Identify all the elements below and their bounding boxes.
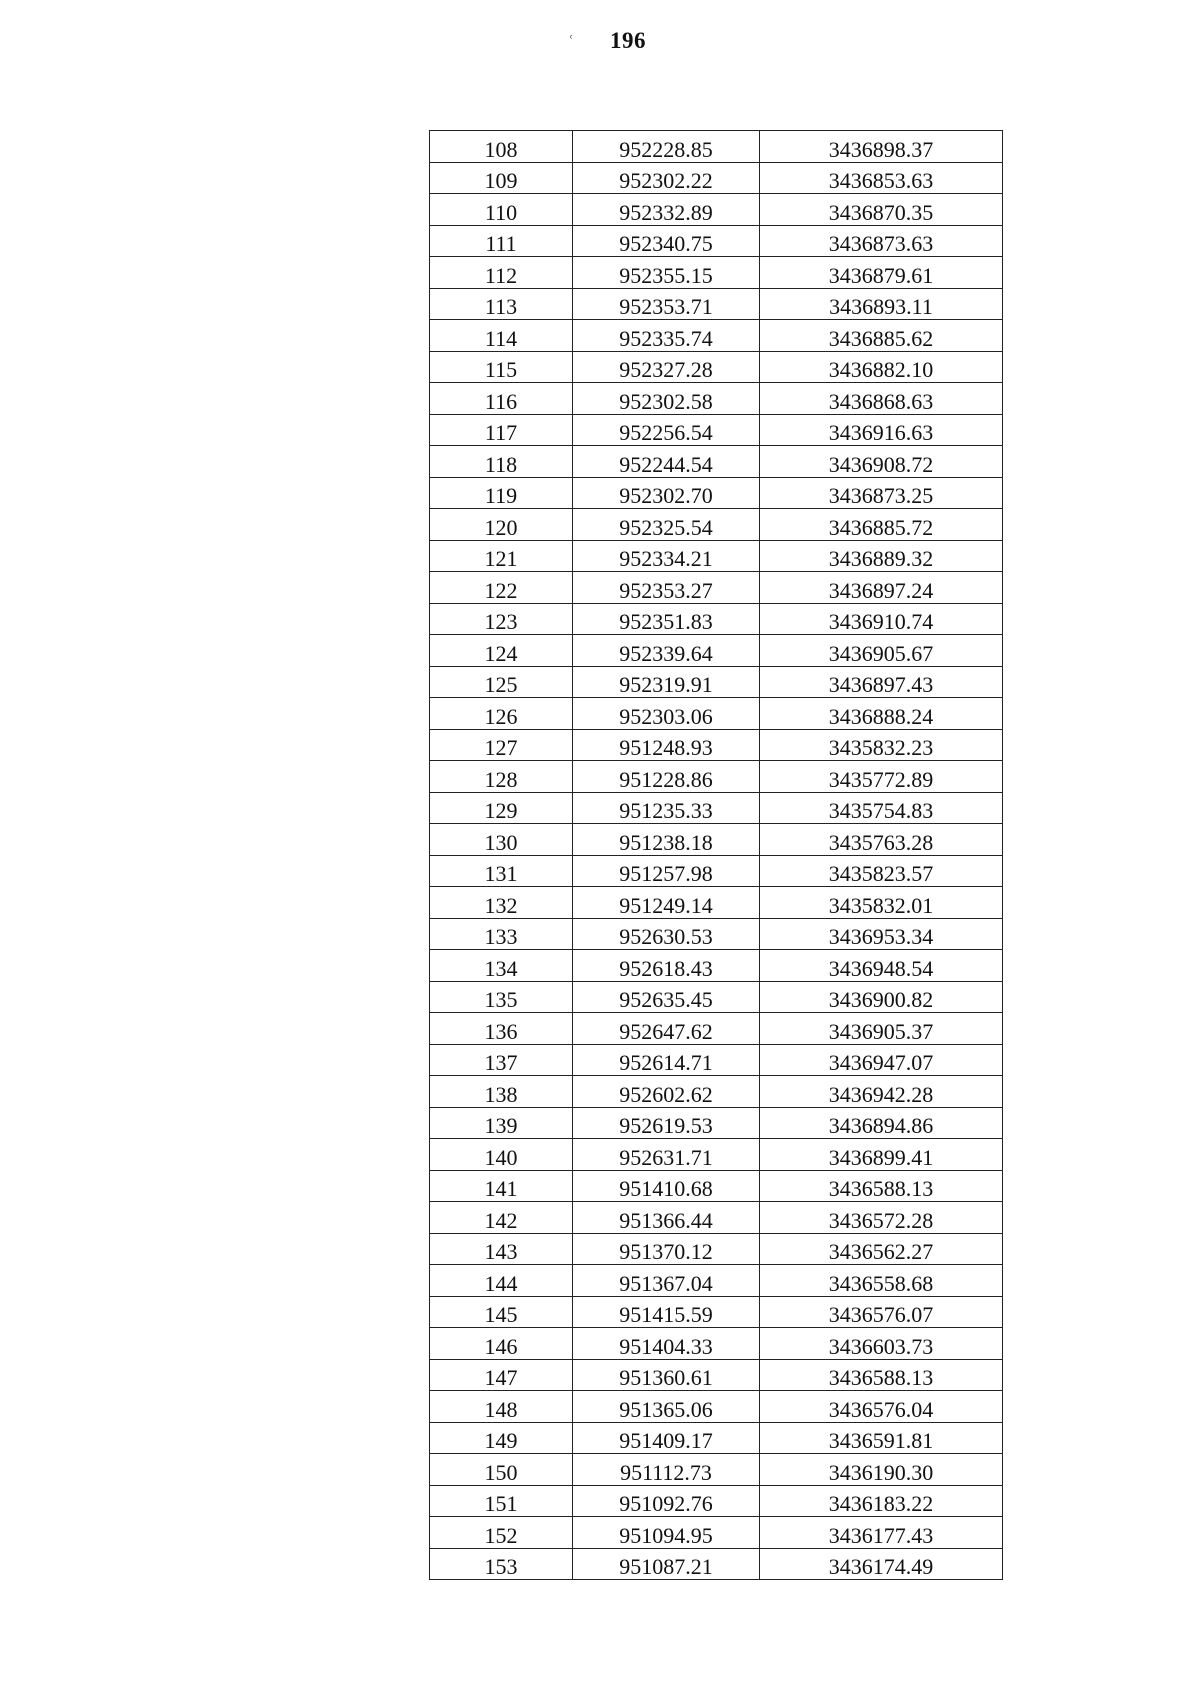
- y-coordinate-cell: 3435823.57: [760, 855, 1003, 887]
- y-coordinate-cell: 3435832.23: [760, 729, 1003, 761]
- point-id-cell: 150: [430, 1454, 573, 1486]
- table-row: [430, 855, 1003, 887]
- table-row: [430, 887, 1003, 919]
- point-id-cell: 140: [430, 1139, 573, 1171]
- scan-speck: ʿ: [568, 32, 574, 52]
- x-coordinate-cell: 951410.68: [573, 1170, 760, 1202]
- x-coordinate-cell: 952244.54: [573, 446, 760, 478]
- x-coordinate-cell: 952630.53: [573, 918, 760, 950]
- point-id-cell: 127: [430, 729, 573, 761]
- table-row: [430, 1454, 1003, 1486]
- table-row: [430, 1359, 1003, 1391]
- y-coordinate-cell: 3436868.63: [760, 383, 1003, 415]
- x-coordinate-cell: 952351.83: [573, 603, 760, 635]
- x-coordinate-cell: 951235.33: [573, 792, 760, 824]
- y-coordinate-cell: 3436888.24: [760, 698, 1003, 730]
- x-coordinate-cell: 951112.73: [573, 1454, 760, 1486]
- point-id-cell: 134: [430, 950, 573, 982]
- table-row: [430, 351, 1003, 383]
- table-row: [430, 1107, 1003, 1139]
- x-coordinate-cell: 951360.61: [573, 1359, 760, 1391]
- y-coordinate-cell: 3436174.49: [760, 1548, 1003, 1580]
- y-coordinate-cell: 3435772.89: [760, 761, 1003, 793]
- point-id-cell: 126: [430, 698, 573, 730]
- x-coordinate-cell: 951257.98: [573, 855, 760, 887]
- point-id-cell: 113: [430, 288, 573, 320]
- y-coordinate-cell: 3436588.13: [760, 1359, 1003, 1391]
- table-row: [430, 761, 1003, 793]
- y-coordinate-cell: 3436882.10: [760, 351, 1003, 383]
- point-id-cell: 120: [430, 509, 573, 541]
- x-coordinate-cell: 951367.04: [573, 1265, 760, 1297]
- y-coordinate-cell: 3436870.35: [760, 194, 1003, 226]
- table-row: [430, 1013, 1003, 1045]
- x-coordinate-cell: 952334.21: [573, 540, 760, 572]
- point-id-cell: 112: [430, 257, 573, 289]
- x-coordinate-cell: 952335.74: [573, 320, 760, 352]
- point-id-cell: 143: [430, 1233, 573, 1265]
- x-coordinate-cell: 952303.06: [573, 698, 760, 730]
- table-row: [430, 918, 1003, 950]
- table-row: [430, 1548, 1003, 1580]
- table-row: [430, 1328, 1003, 1360]
- point-id-cell: 141: [430, 1170, 573, 1202]
- point-id-cell: 149: [430, 1422, 573, 1454]
- point-id-cell: 147: [430, 1359, 573, 1391]
- y-coordinate-cell: 3436558.68: [760, 1265, 1003, 1297]
- x-coordinate-cell: 952353.71: [573, 288, 760, 320]
- y-coordinate-cell: 3436894.86: [760, 1107, 1003, 1139]
- point-id-cell: 137: [430, 1044, 573, 1076]
- x-coordinate-cell: 952353.27: [573, 572, 760, 604]
- point-id-cell: 139: [430, 1107, 573, 1139]
- table-row: [430, 383, 1003, 415]
- x-coordinate-cell: 951370.12: [573, 1233, 760, 1265]
- y-coordinate-cell: 3436947.07: [760, 1044, 1003, 1076]
- y-coordinate-cell: 3436885.72: [760, 509, 1003, 541]
- y-coordinate-cell: 3436576.07: [760, 1296, 1003, 1328]
- y-coordinate-cell: 3436190.30: [760, 1454, 1003, 1486]
- point-id-cell: 138: [430, 1076, 573, 1108]
- table-row: [430, 194, 1003, 226]
- point-id-cell: 116: [430, 383, 573, 415]
- x-coordinate-cell: 952302.22: [573, 162, 760, 194]
- table-row: [430, 603, 1003, 635]
- point-id-cell: 110: [430, 194, 573, 226]
- table-row: [430, 477, 1003, 509]
- point-id-cell: 135: [430, 981, 573, 1013]
- point-id-cell: 109: [430, 162, 573, 194]
- point-id-cell: 129: [430, 792, 573, 824]
- y-coordinate-cell: 3436905.67: [760, 635, 1003, 667]
- y-coordinate-cell: 3435832.01: [760, 887, 1003, 919]
- x-coordinate-cell: 952619.53: [573, 1107, 760, 1139]
- x-coordinate-cell: 951228.86: [573, 761, 760, 793]
- y-coordinate-cell: 3436576.04: [760, 1391, 1003, 1423]
- x-coordinate-cell: 952256.54: [573, 414, 760, 446]
- table-row: [430, 635, 1003, 667]
- table-row: [430, 414, 1003, 446]
- x-coordinate-cell: 952618.43: [573, 950, 760, 982]
- table-row: [430, 698, 1003, 730]
- y-coordinate-cell: 3435754.83: [760, 792, 1003, 824]
- point-id-cell: 148: [430, 1391, 573, 1423]
- x-coordinate-cell: 952319.91: [573, 666, 760, 698]
- y-coordinate-cell: 3436905.37: [760, 1013, 1003, 1045]
- y-coordinate-cell: 3436873.25: [760, 477, 1003, 509]
- y-coordinate-cell: 3436897.24: [760, 572, 1003, 604]
- y-coordinate-cell: 3436603.73: [760, 1328, 1003, 1360]
- point-id-cell: 124: [430, 635, 573, 667]
- table-row: [430, 981, 1003, 1013]
- x-coordinate-cell: 952631.71: [573, 1139, 760, 1171]
- x-coordinate-cell: 951087.21: [573, 1548, 760, 1580]
- point-id-cell: 125: [430, 666, 573, 698]
- x-coordinate-cell: 952340.75: [573, 225, 760, 257]
- table-row: [430, 1296, 1003, 1328]
- point-id-cell: 115: [430, 351, 573, 383]
- point-id-cell: 128: [430, 761, 573, 793]
- table-row: [430, 446, 1003, 478]
- table-row: [430, 1044, 1003, 1076]
- x-coordinate-cell: 951249.14: [573, 887, 760, 919]
- table-row: [430, 1422, 1003, 1454]
- table-row: [430, 162, 1003, 194]
- point-id-cell: 133: [430, 918, 573, 950]
- point-id-cell: 108: [430, 131, 573, 163]
- table-row: [430, 572, 1003, 604]
- point-id-cell: 142: [430, 1202, 573, 1234]
- table-row: [430, 257, 1003, 289]
- point-id-cell: 130: [430, 824, 573, 856]
- coordinate-table-body: [430, 131, 1003, 1580]
- y-coordinate-cell: 3436183.22: [760, 1485, 1003, 1517]
- x-coordinate-cell: 951404.33: [573, 1328, 760, 1360]
- x-coordinate-cell: 951415.59: [573, 1296, 760, 1328]
- point-id-cell: 152: [430, 1517, 573, 1549]
- table-row: [430, 131, 1003, 163]
- x-coordinate-cell: 951248.93: [573, 729, 760, 761]
- y-coordinate-cell: 3436591.81: [760, 1422, 1003, 1454]
- point-id-cell: 119: [430, 477, 573, 509]
- y-coordinate-cell: 3436898.37: [760, 131, 1003, 163]
- table-row: [430, 540, 1003, 572]
- y-coordinate-cell: 3436879.61: [760, 257, 1003, 289]
- table-row: [430, 288, 1003, 320]
- y-coordinate-cell: 3436562.27: [760, 1233, 1003, 1265]
- point-id-cell: 144: [430, 1265, 573, 1297]
- point-id-cell: 123: [430, 603, 573, 635]
- x-coordinate-cell: 952647.62: [573, 1013, 760, 1045]
- table-row: [430, 950, 1003, 982]
- table-row: [430, 225, 1003, 257]
- x-coordinate-cell: 952614.71: [573, 1044, 760, 1076]
- table-row: [430, 729, 1003, 761]
- point-id-cell: 121: [430, 540, 573, 572]
- point-id-cell: 117: [430, 414, 573, 446]
- x-coordinate-cell: 952302.58: [573, 383, 760, 415]
- y-coordinate-cell: 3436948.54: [760, 950, 1003, 982]
- page-number: 196: [610, 28, 646, 53]
- table-row: [430, 509, 1003, 541]
- point-id-cell: 136: [430, 1013, 573, 1045]
- table-row: [430, 1076, 1003, 1108]
- y-coordinate-cell: 3436889.32: [760, 540, 1003, 572]
- y-coordinate-cell: 3436897.43: [760, 666, 1003, 698]
- x-coordinate-cell: 952325.54: [573, 509, 760, 541]
- y-coordinate-cell: 3436873.63: [760, 225, 1003, 257]
- y-coordinate-cell: 3436916.63: [760, 414, 1003, 446]
- point-id-cell: 131: [430, 855, 573, 887]
- table-row: [430, 1265, 1003, 1297]
- y-coordinate-cell: 3436572.28: [760, 1202, 1003, 1234]
- coordinate-table: [429, 130, 1003, 1580]
- y-coordinate-cell: 3436953.34: [760, 918, 1003, 950]
- table-row: [430, 824, 1003, 856]
- point-id-cell: 132: [430, 887, 573, 919]
- table-row: [430, 1170, 1003, 1202]
- point-id-cell: 145: [430, 1296, 573, 1328]
- table-row: [430, 320, 1003, 352]
- x-coordinate-cell: 951365.06: [573, 1391, 760, 1423]
- x-coordinate-cell: 952635.45: [573, 981, 760, 1013]
- y-coordinate-cell: 3436908.72: [760, 446, 1003, 478]
- x-coordinate-cell: 952332.89: [573, 194, 760, 226]
- y-coordinate-cell: 3436853.63: [760, 162, 1003, 194]
- table-row: [430, 792, 1003, 824]
- x-coordinate-cell: 951092.76: [573, 1485, 760, 1517]
- x-coordinate-cell: 951094.95: [573, 1517, 760, 1549]
- table-row: [430, 1391, 1003, 1423]
- x-coordinate-cell: 952327.28: [573, 351, 760, 383]
- y-coordinate-cell: 3436910.74: [760, 603, 1003, 635]
- point-id-cell: 111: [430, 225, 573, 257]
- table-row: [430, 666, 1003, 698]
- y-coordinate-cell: 3436177.43: [760, 1517, 1003, 1549]
- y-coordinate-cell: 3436942.28: [760, 1076, 1003, 1108]
- table-row: [430, 1485, 1003, 1517]
- x-coordinate-cell: 951238.18: [573, 824, 760, 856]
- x-coordinate-cell: 951366.44: [573, 1202, 760, 1234]
- x-coordinate-cell: 952355.15: [573, 257, 760, 289]
- x-coordinate-cell: 952602.62: [573, 1076, 760, 1108]
- x-coordinate-cell: 952339.64: [573, 635, 760, 667]
- x-coordinate-cell: 952228.85: [573, 131, 760, 163]
- y-coordinate-cell: 3436899.41: [760, 1139, 1003, 1171]
- y-coordinate-cell: 3436588.13: [760, 1170, 1003, 1202]
- point-id-cell: 118: [430, 446, 573, 478]
- point-id-cell: 122: [430, 572, 573, 604]
- y-coordinate-cell: 3435763.28: [760, 824, 1003, 856]
- x-coordinate-cell: 951409.17: [573, 1422, 760, 1454]
- table-row: [430, 1517, 1003, 1549]
- table-row: [430, 1202, 1003, 1234]
- y-coordinate-cell: 3436900.82: [760, 981, 1003, 1013]
- table-row: [430, 1139, 1003, 1171]
- x-coordinate-cell: 952302.70: [573, 477, 760, 509]
- point-id-cell: 151: [430, 1485, 573, 1517]
- point-id-cell: 114: [430, 320, 573, 352]
- y-coordinate-cell: 3436885.62: [760, 320, 1003, 352]
- point-id-cell: 153: [430, 1548, 573, 1580]
- y-coordinate-cell: 3436893.11: [760, 288, 1003, 320]
- table-row: [430, 1233, 1003, 1265]
- point-id-cell: 146: [430, 1328, 573, 1360]
